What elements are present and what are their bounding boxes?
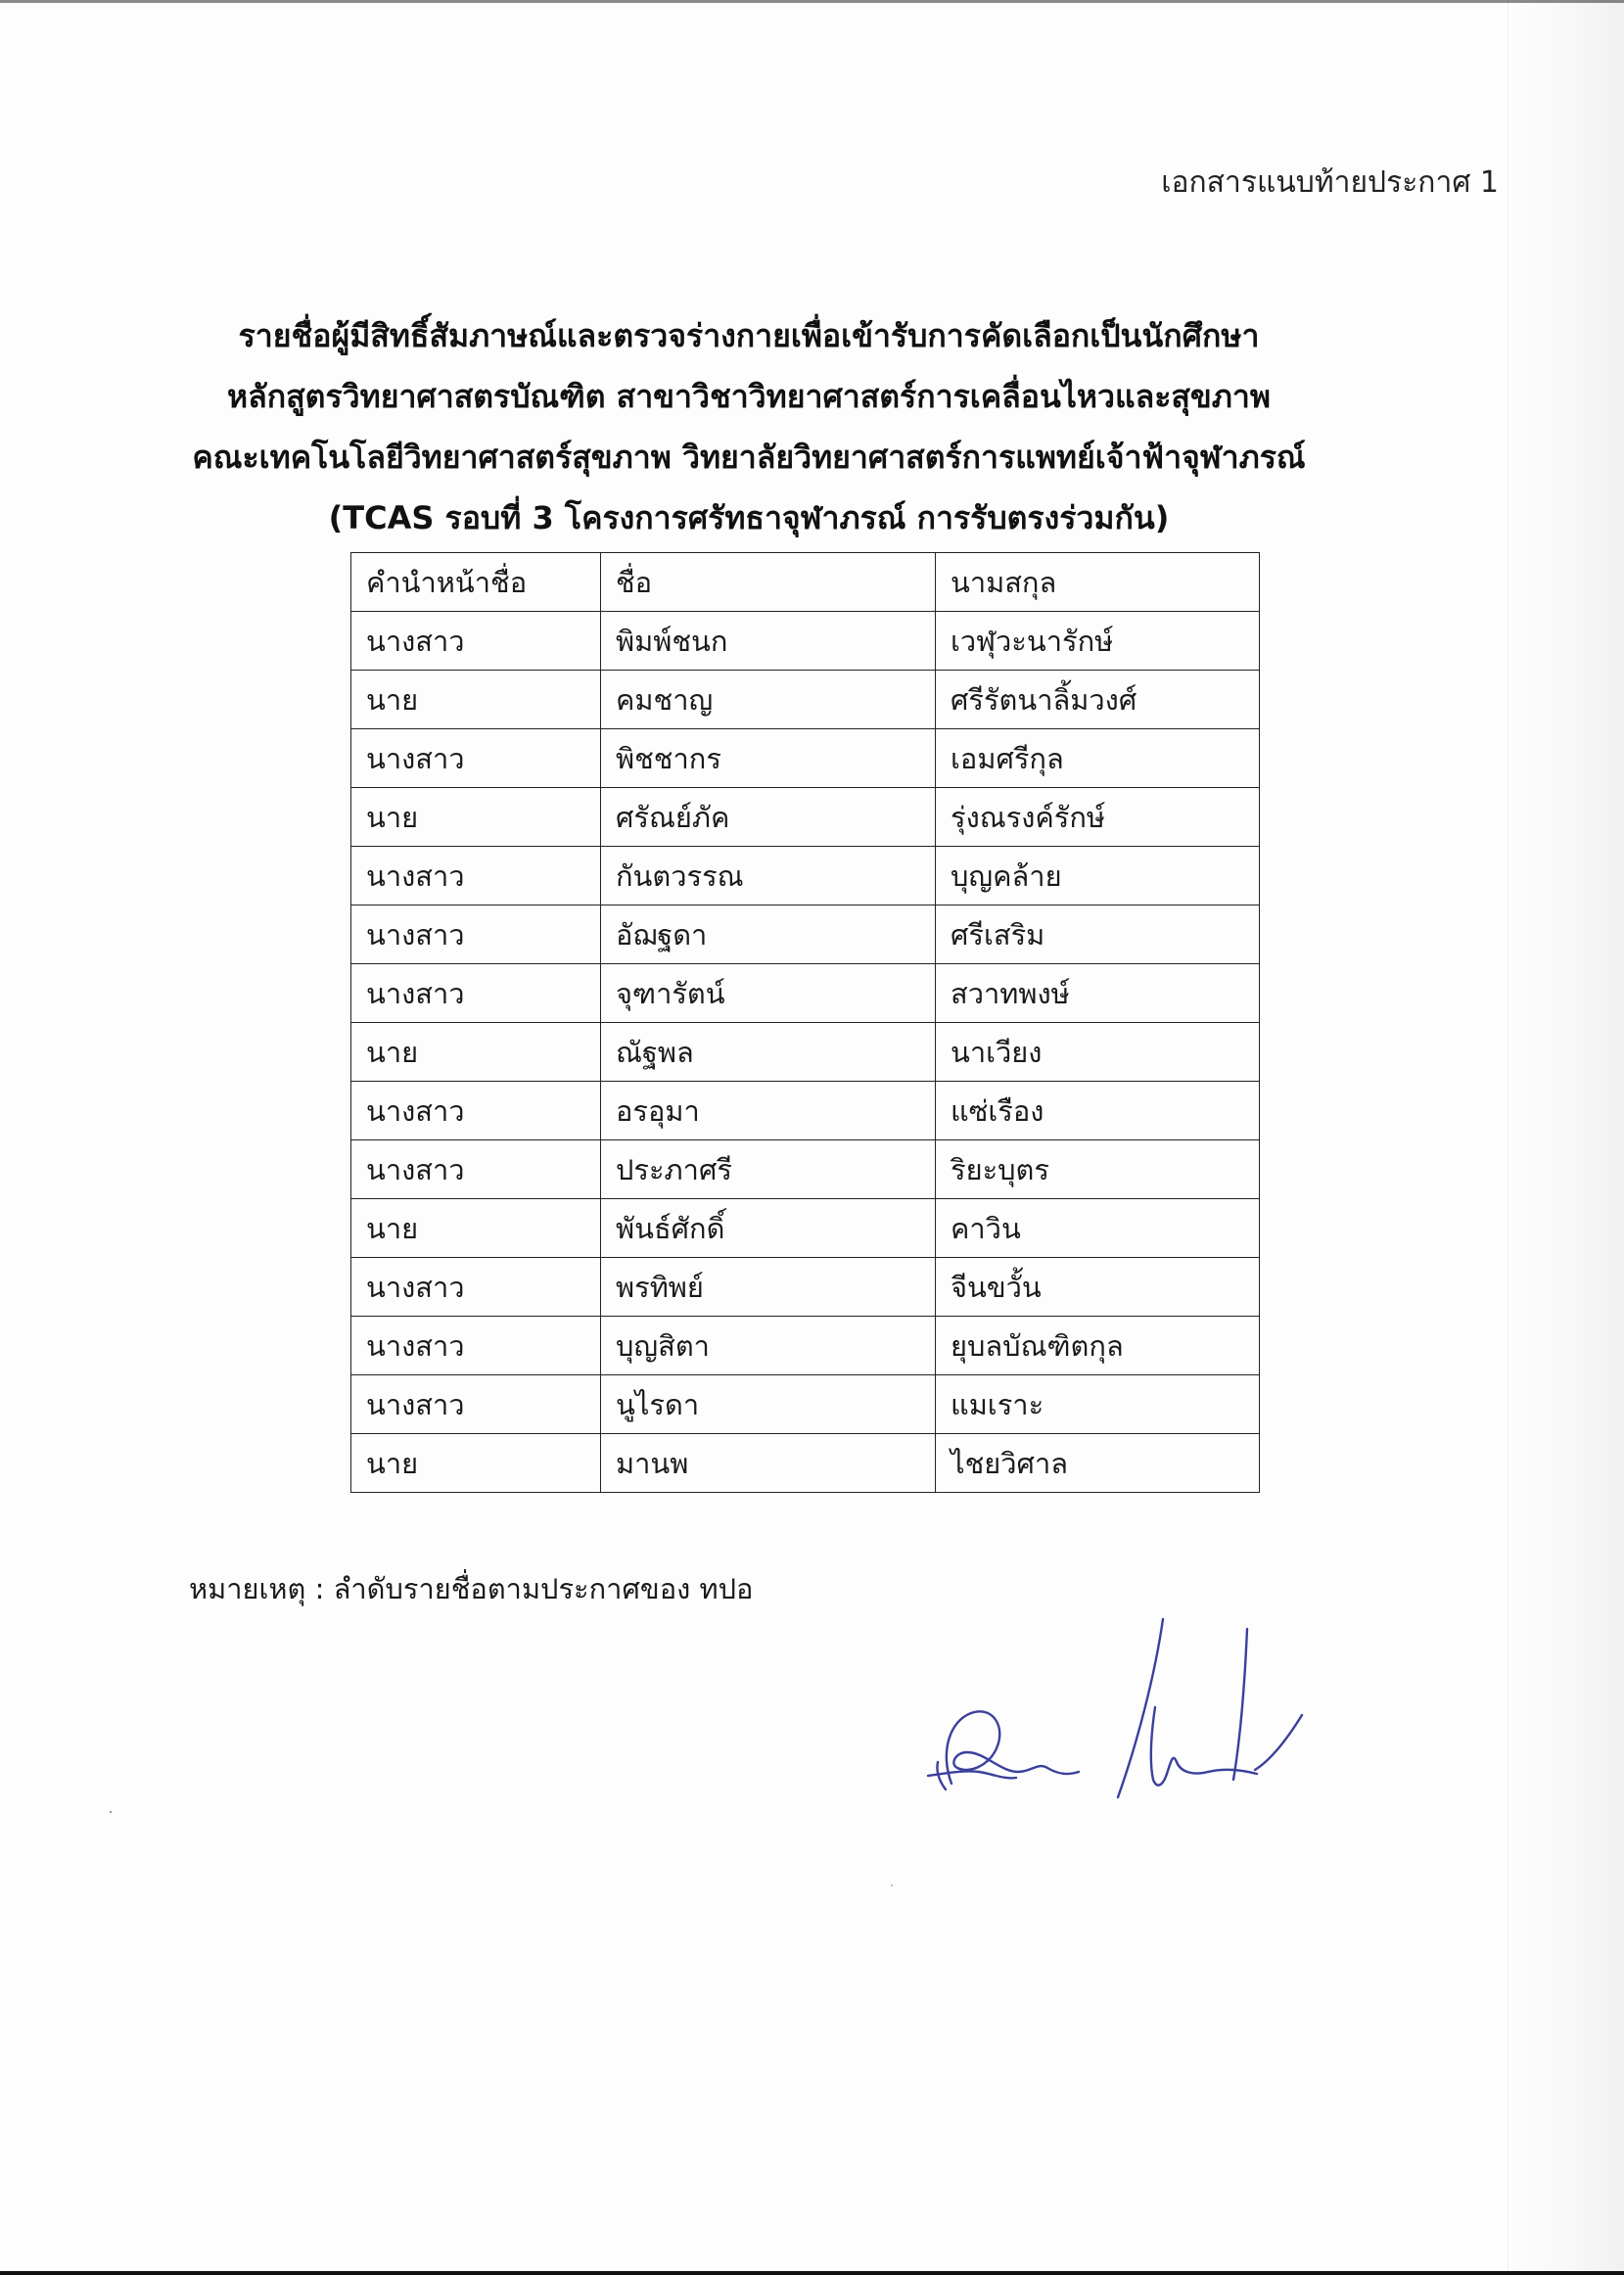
cell-last-name: นาเวียง	[936, 1023, 1260, 1082]
cell-prefix: นาย	[351, 1199, 601, 1258]
cell-prefix: นางสาว	[351, 1082, 601, 1140]
cell-first-name: พันธ์ศักดิ์	[601, 1199, 936, 1258]
cell-last-name: คาวิน	[936, 1199, 1260, 1258]
cell-prefix: นางสาว	[351, 1317, 601, 1375]
table-row	[351, 847, 1260, 905]
cell-first-name: ศรัณย์ภัค	[601, 788, 936, 847]
cell-last-name: ไชยวิศาล	[936, 1434, 1260, 1493]
table-row	[351, 1140, 1260, 1199]
attachment-label: เอกสารแนบท้ายประกาศ 1	[1161, 165, 1499, 200]
cell-first-name: คมชาญ	[601, 671, 936, 729]
scan-edge-bottom	[0, 2271, 1624, 2275]
cell-last-name: จีนขวั้น	[936, 1258, 1260, 1317]
scan-edge-top	[0, 0, 1624, 3]
cell-prefix: นางสาว	[351, 905, 601, 964]
cell-last-name: ยุบลบัณฑิตกุล	[936, 1317, 1260, 1375]
title-line: คณะเทคโนโลยีวิทยาศาสตร์สุขภาพ วิทยาลัยวิทยาศาสตร์การแพทย์เจ้าฟ้าจุฬาภรณ์	[192, 439, 1306, 476]
cell-first-name: พรทิพย์	[601, 1258, 936, 1317]
announcement-title	[137, 305, 1361, 548]
table-row	[351, 788, 1260, 847]
table-row	[351, 729, 1260, 788]
table-row	[351, 1317, 1260, 1375]
table-row	[351, 1434, 1260, 1493]
title-line: (TCAS รอบที่ 3 โครงการศรัทธาจุฬาภรณ์ การรับตรงร่วมกัน)	[328, 499, 1170, 536]
cell-last-name: แซ่เรือง	[936, 1082, 1260, 1140]
candidate-table	[350, 552, 1260, 1493]
table-row	[351, 1199, 1260, 1258]
table-header-row	[351, 553, 1260, 612]
table-row	[351, 1258, 1260, 1317]
scan-speck	[110, 1811, 112, 1813]
table-row	[351, 905, 1260, 964]
cell-first-name: กันตวรรณ	[601, 847, 936, 905]
cell-prefix: นางสาว	[351, 729, 601, 788]
cell-first-name: พิชชากร	[601, 729, 936, 788]
table-row	[351, 1023, 1260, 1082]
cell-prefix: นางสาว	[351, 847, 601, 905]
table-row	[351, 671, 1260, 729]
scan-shade	[1507, 0, 1624, 2275]
cell-last-name: เวฬุวะนารักษ์	[936, 612, 1260, 671]
cell-first-name: มานพ	[601, 1434, 936, 1493]
cell-first-name: อัฌฐดา	[601, 905, 936, 964]
cell-last-name: เอมศรีกุล	[936, 729, 1260, 788]
header-last-name: นามสกุล	[936, 553, 1260, 612]
cell-last-name: ศรีรัตนาลิ้มวงศ์	[936, 671, 1260, 729]
cell-last-name: บุญคล้าย	[936, 847, 1260, 905]
cell-first-name: อรอุมา	[601, 1082, 936, 1140]
cell-prefix: นาย	[351, 1023, 601, 1082]
header-first-name: ชื่อ	[601, 553, 936, 612]
cell-first-name: นูไรดา	[601, 1375, 936, 1434]
remark-note: หมายเหตุ : ลำดับรายชื่อตามประกาศของ ทปอ	[189, 1572, 754, 1605]
cell-last-name: สวาทพงษ์	[936, 964, 1260, 1023]
cell-first-name: ณัฐพล	[601, 1023, 936, 1082]
scan-speck	[891, 1884, 893, 1886]
cell-prefix: นางสาว	[351, 1375, 601, 1434]
cell-prefix: นางสาว	[351, 612, 601, 671]
cell-prefix: นางสาว	[351, 1140, 601, 1199]
title-line: หลักสูตรวิทยาศาสตรบัณฑิต สาขาวิชาวิทยาศาสตร์การเคลื่อนไหวและสุขภาพ	[227, 378, 1271, 415]
cell-prefix: นางสาว	[351, 964, 601, 1023]
table-body	[351, 612, 1260, 1493]
cell-last-name: รุ่งณรงค์รักษ์	[936, 788, 1260, 847]
table-row	[351, 1082, 1260, 1140]
header-prefix: คำนำหน้าชื่อ	[351, 553, 601, 612]
cell-last-name: ริยะบุตร	[936, 1140, 1260, 1199]
cell-first-name: พิมพ์ชนก	[601, 612, 936, 671]
cell-prefix: นาย	[351, 671, 601, 729]
cell-last-name: แมเราะ	[936, 1375, 1260, 1434]
cell-prefix: นาย	[351, 788, 601, 847]
table-row	[351, 1375, 1260, 1434]
handwritten-signature	[910, 1605, 1322, 1811]
cell-last-name: ศรีเสริม	[936, 905, 1260, 964]
cell-prefix: นางสาว	[351, 1258, 601, 1317]
cell-first-name: ประภาศรี	[601, 1140, 936, 1199]
cell-prefix: นาย	[351, 1434, 601, 1493]
cell-first-name: บุญสิตา	[601, 1317, 936, 1375]
title-line: รายชื่อผู้มีสิทธิ์สัมภาษณ์และตรวจร่างกายเพื่อเข้ารับการคัดเลือกเป็นนักศึกษา	[238, 317, 1260, 354]
table-row	[351, 612, 1260, 671]
table-row	[351, 964, 1260, 1023]
cell-first-name: จุฑารัตน์	[601, 964, 936, 1023]
